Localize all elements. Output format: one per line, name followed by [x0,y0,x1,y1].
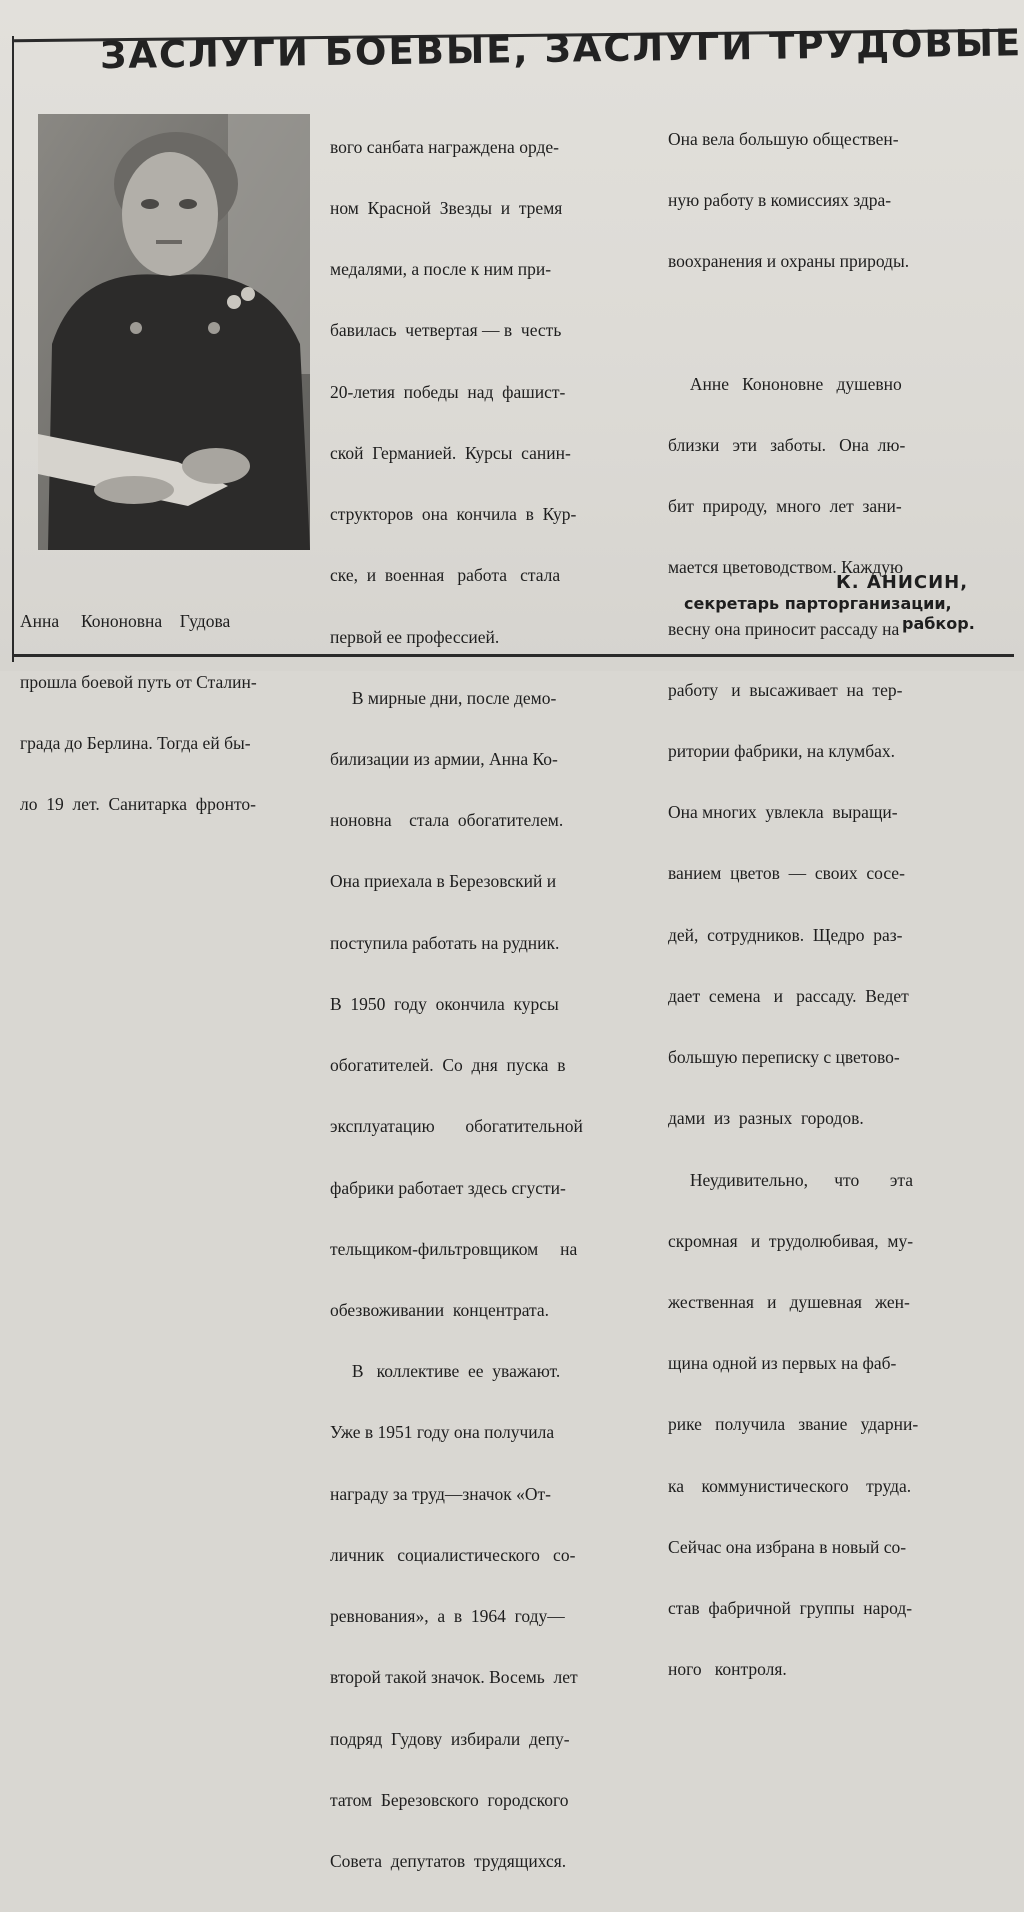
text-line: личник социалистического со- [330,1544,576,1565]
text-line: фабрики работает здесь сгусти- [330,1177,566,1198]
text-line: В мирные дни, после демо- [330,687,557,708]
text-line: ревнования», а в 1964 году— [330,1606,565,1627]
article-headline: ЗАСЛУГИ БОЕВЫЕ, ЗАСЛУГИ ТРУДОВЫЕ [99,21,1023,78]
text-line: бит природу, много лет зани- [668,496,902,517]
text-line: щина одной из первых на фаб- [668,1353,897,1374]
text-line: первой ее профессией. [330,626,500,647]
article-column-1 [330,96,660,1912]
text-line: ске, и военная работа стала [330,565,561,586]
text-line: дей, сотрудников. Щедро раз- [668,924,903,945]
text-line: большую переписку с цветово- [668,1047,900,1068]
text-line: Сейчас она избрана в новый со- [668,1536,907,1557]
text-line: работу и высаживает на тер- [668,679,903,700]
text-line: ванием цветов — своих сосе- [668,863,905,884]
text-line: Анне Кононовне душевно [668,373,902,394]
text-line: ка коммунистического труда. [668,1475,912,1496]
text-line: воохранения и охраны природы. [668,251,910,272]
author-name: К. АНИСИН, [836,572,969,593]
text-line: билизации из армии, Анна Ко- [330,749,558,769]
text-line: подряд Гудову избирали депу- [330,1728,570,1749]
text-line: 20-летия победы над фашист- [330,381,566,402]
caption-line: ло 19 лет. Санитарка фронто- [20,794,256,815]
text-line: вого санбата награждена орде- [330,136,559,157]
photo-caption [20,570,335,856]
text-line: ную работу в комиссиях здра- [668,190,892,211]
text-line: В 1950 году окончила курсы [330,993,559,1014]
text-line: Уже в 1951 году она получила [330,1422,555,1443]
text-line [668,312,998,332]
text-line: жественная и душевная жен- [668,1291,910,1312]
left-rule [12,36,14,662]
text-line: Она многих увлекла выращи- [668,802,898,823]
text-line: Она приехала в Березовский и [330,871,557,892]
text-line: скромная и трудолюбивая, му- [668,1230,914,1251]
text-line: ного контроля. [668,1659,787,1680]
text-line: ном Красной Звезды и тремя [330,198,563,219]
text-line: став фабричной группы народ- [668,1598,913,1619]
text-line: В коллективе ее уважают. [330,1361,561,1382]
text-line: ской Германией. Курсы санин- [330,442,571,463]
text-line: медалями, а после к ним при- [330,259,552,280]
text-line: бавилась четвертая — в честь [330,320,562,341]
text-line: татом Березовского городского [330,1789,569,1810]
caption-line: града до Берлина. Тогда ей бы- [20,733,251,754]
text-line: эксплуатацию обогатительной [330,1116,583,1137]
text-line: поступила работать на рудник. [330,932,560,953]
text-line: ноновна стала обогатителем. [330,810,564,831]
text-line: рике получила звание ударни- [668,1414,919,1435]
author-role: секретарь парторганизации, [684,594,952,613]
text-line: награду за труд—значок «От- [330,1483,551,1504]
text-line: близки эти заботы. Она лю- [668,434,906,455]
text-line: весну она приносит рассаду на [668,618,900,639]
portrait-photo-icon [38,114,310,550]
text-line: Неудивительно, что эта [668,1169,913,1190]
author-title: рабкор. [902,614,975,633]
text-line: Совета депутатов трудящихся. [330,1850,567,1871]
text-line: структоров она кончила в Кур- [330,504,577,525]
text-line: второй такой значок. Восемь лет [330,1667,578,1688]
text-line: обезвоживании концентрата. [330,1299,550,1320]
text-line: Она вела большую обществен- [668,128,899,149]
text-line: дает семена и рассаду. Ведет [668,985,909,1006]
text-line: дами из разных городов. [668,1108,864,1129]
text-line: обогатителей. Со дня пуска в [330,1055,566,1076]
caption-line: прошла боевой путь от Сталин- [20,672,257,693]
text-line: ритории фабрики, на клумбах. [668,741,896,761]
caption-line: Анна Кононовна Гудова [20,610,231,631]
text-line: мается цветоводством. Каждую [668,557,904,578]
text-line: тельщиком-фильтровщиком на [330,1238,578,1259]
article-column-2 [668,88,998,1721]
